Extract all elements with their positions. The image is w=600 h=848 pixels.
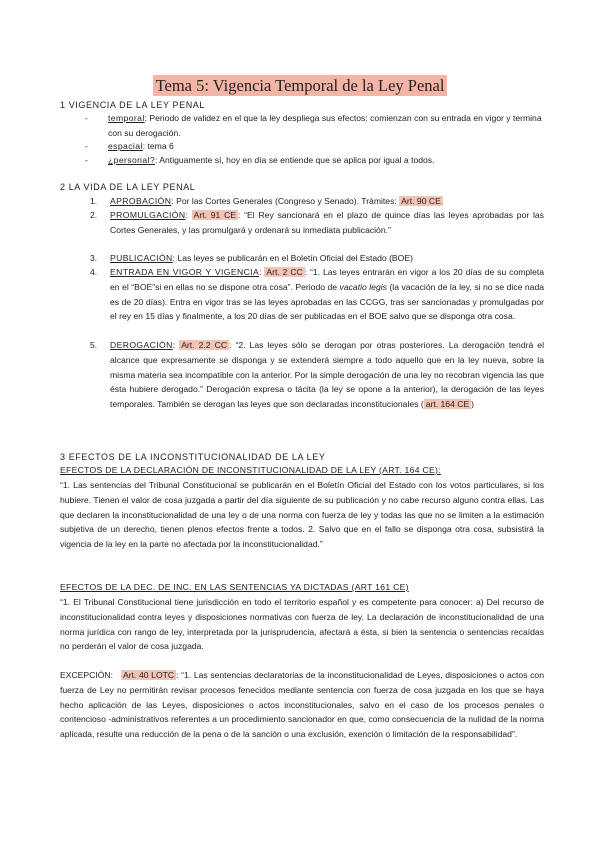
title-highlight: Tema 5: Vigencia Temporal de la Ley Penal [153, 75, 448, 96]
article-highlight: Art. 91 CE [193, 210, 237, 220]
list-item-aprobacion: 1. APROBACIÓN: Por las Cortes Generales (Congreso y Senado). Trámites: Art. 90 CE [90, 196, 441, 206]
section-2-heading: 2 LA VIDA DE LA LEY PENAL [60, 182, 196, 192]
page-title [0, 76, 600, 96]
bullet-espacial [85, 139, 544, 154]
paragraph-art-164: “1. Las sentencias del Tribunal Constitucional se publicarán en el Boletín Oficial del Estado con los votos particulares, si los hubiere. Tienen el valor de cosa juzgada a partir del día siguiente de su publicación y no cabe recurso alguno contra ellas. Las que declaren la inconstitucionalidad de una ley o de una norma con fuerza de ley y todas las que no se limiten a la estimación subjetiva de un derecho, tienen plenos efectos frente a todos. 2. Salvo que en el fallo se disponga otra cosa, subsistirá la vigencia de la ley en la parte no afectada por la inconstitucionalidad.” [60, 480, 544, 550]
list-item-derogacion: 5. DEROGACIÓN: Art. 2.2 CC : “2. Las leyes sólo se derogan por otras posteriores. La derogación tendrá el alcance que expresamente se disponga y se extenderá siempre a todo aquello que en la ley nueva, sobre la misma materia sea incompatible con la anterior. Por la simple derogación de una ley no recobran vigencia las que ésta hubiere derogado.” Derogación expresa o tácita (la ley se opone a la anterior), la derogación de las leyes temporales. También se derogan las leyes que son declaradas inconstitucionales ( art. 164 CE ) [90, 340, 544, 410]
list-item-publicacion: 3. PUBLICACIÓN: Las leyes se publicarán en el Boletín Oficial del Estado (BOE) [90, 253, 413, 263]
bullet-temporal [85, 111, 544, 141]
subheading-1: EFECTOS DE LA DECLARACIÓN DE INCONSTITUCIONALIDAD DE LA LEY (ART. 164 CE): [60, 465, 441, 475]
bullet-personal [85, 153, 544, 168]
article-highlight: Art. 90 CE [401, 196, 441, 206]
section-1-heading: 1 VIGENCIA DE LA LEY PENAL [60, 100, 205, 110]
paragraph-art-161: “1. El Tribunal Constitucional tiene jurisdicción en todo el territorio español y es competente para conocer: a) Del recurso de inconstitucionalidad contra leyes y disposiciones normativas con fuerza de ley. La declaración de inconstitucionalidad de una norma jurídica con rango de ley, interpretada por la jurisprudencia, afectará a ésta, si bien la sentencia o sentencias recaídas no perderán el valor de cosa juzgada. [60, 597, 544, 652]
bullet-text: temporal: Periodo de validez en el que la ley despliega sus efectos: comienzan con su entrada en vigor y termina con su derogación. [108, 113, 542, 138]
article-highlight: Art. 2 CC [266, 267, 303, 277]
list-item-entrada-vigor: 4. ENTRADA EN VIGOR Y VIGENCIA: Art. 2 CC : “1. Las leyes entrarán en vigor a los 20 días de su completa en el “BOE”si en ellas no se dispone otra cosa”. Periodo de vacatio legis (la vacación de la ley, si no se dice nada es de 20 días). Entra en vigor tras se las leyes aprobadas en las CCGG, tras ser sancionadas y promulgadas por el rey en 15 días y finalmente, a los 20 días de ser publicadas en el BOE salvo que se disponga otra cosa. [90, 267, 545, 322]
bullet-dash: - [85, 141, 88, 151]
bullet-text: espacial: tema 6 [108, 141, 174, 151]
subheading-2: EFECTOS DE LA DEC. DE INC. EN LAS SENTENCIAS YA DICTADAS (ART 161 CE) [60, 582, 409, 592]
bullet-text: ¿personal?: Antiguamente sí, hoy en día se entiende que se aplica por igual a todos. [108, 155, 435, 165]
article-highlight: Art. 2.2 CC [181, 340, 228, 350]
bullet-dash: - [85, 155, 88, 165]
article-highlight: Art. 40 LOTC [122, 670, 175, 680]
section-3-heading: 3 EFECTOS DE LA INCONSTITUCIONALIDAD DE LA LEY [60, 452, 326, 462]
list-item-promulgacion: 2. PROMULGACIÓN: Art. 91 CE : “El Rey sancionará en el plazo de quince días las leyes aprobadas por las Cortes Generales, y las promulgará y ordenará su inmediata publicación.” [90, 210, 544, 235]
bullet-dash: - [85, 113, 88, 123]
paragraph-excepcion: EXCEPCIÓN: Art. 40 LOTC : “1. Las sentencias declaratorias de la inconstitucionalidad de Leyes, disposiciones o actos con fuerza de Ley no permitirán revisar procesos fenecidos mediante sentencia con fuerza de cosa juzgada en los que se haya hecho aplicación de las Leyes, disposiciones o actos inconstitucionales, salvo en el caso de los procesos penales o contencioso -administrativos referentes a un procedimiento sancionador en que, como consecuencia de la nulidad de la norma aplicada, resulte una reducción de la pena o de la sanción o una exclusión, exención o limitación de la responsabilidad”. [60, 670, 544, 740]
article-highlight: art. 164 CE [425, 399, 470, 410]
